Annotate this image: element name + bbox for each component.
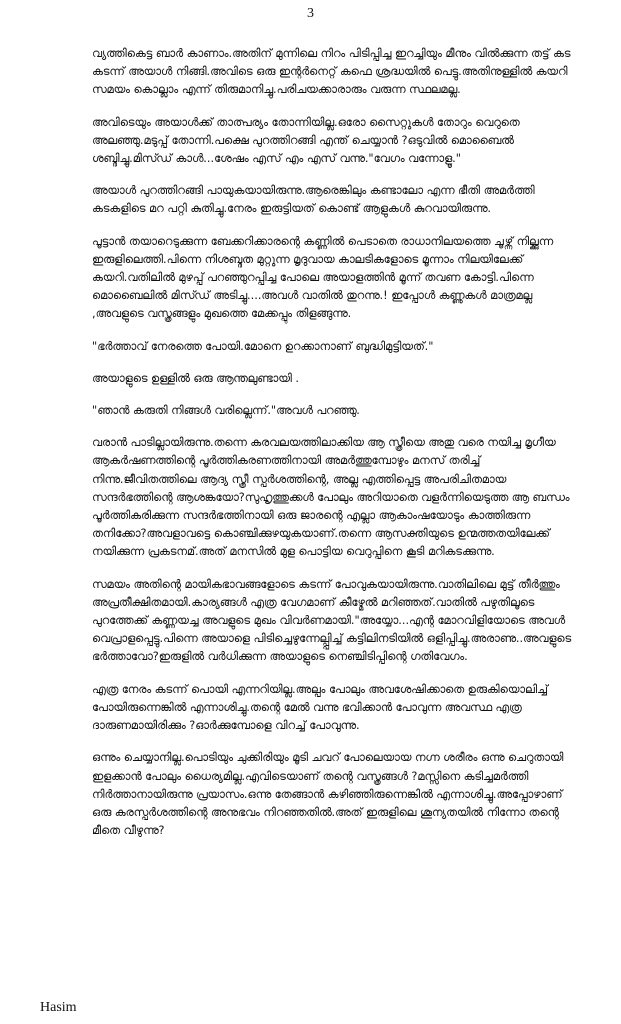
- document-body: [92, 45, 572, 854]
- paragraph-5: "ഭർത്താവ് നേരത്തെ പോയി.മോനെ ഉറക്കാനാണ് ബുദ്ധിമുട്ടിയത്.": [92, 339, 434, 353]
- paragraph-9: സമയം അതിന്റെ മായികഭാവങ്ങളോടെ കടന്ന് പോവുകയായിരുന്നു.വാതിലിലെ മുട്ട് തീർത്തും അപ്രതീക്ഷിതമായി.കാര്യങ്ങൾ എത്ര വേഗമാണ് കീഴ്മേൽ മറിഞ്ഞത്.വാതിൽ പഴുതിലൂടെ പുറത്തേക്ക് കണ്ണയച്ച അവളുടെ മുഖം വിവർണമായി."അയ്യോ...എന്റ മോറവിളിയോടെ അവൾ വെപ്രാളപ്പെട്ടു.പിന്നെ അയാളെ പിടിച്ചെഴുന്നേല്പ്പിച്ച് കട്ടിലിനടിയിൽ ഒളിപ്പിച്ചു.അരാണു..അവളുടെ ഭർത്താവോ?ഇരുളിൽ വർധിക്കുന്ന അയാളുടെ നെഞ്ചിടിപ്പിന്റെ ഗതിവേഗം.: [92, 577, 572, 664]
- author-name: Hasim: [40, 1000, 77, 1015]
- paragraph-6: അയാളുടെ ഉള്ളിൽ ഒരു ആന്തലുണ്ടായി .: [92, 371, 299, 385]
- paragraph-11: ഒന്നും ചെയ്യാനില്ല.പൊടിയും ചുക്കിരിയും മൂടി ചവറ് പോലെയായ നഗ്ന ശരീരം ഒന്നു ചെറുതായി ഇളക്കാൻ പോലും ധൈര്യമില്ല.എവിടെയാണ് തന്റെ വസ്ത്രങ്ങൾ ?മസ്സിനെ കടിച്ചമർത്തി നിർത്താനായിരുന്നു പ്രയാസം.ഒന്നു തേങ്ങാൻ കഴിഞ്ഞിരുന്നെങ്കിൽ എന്നാശിച്ചു.അപ്പോഴാണ് ഒരു കരസ്പർശത്തിന്റെ അനുഭവം നിറഞ്ഞതിൽ.അത് ഇരുളിലെ ശൂന്യതയിൽ നിന്നോ തന്റെ മീതെ വീഴുന്നു?: [92, 751, 564, 838]
- paragraph-2: അവിടെയും അയാൾക്ക് താത്പര്യം തോന്നിയില്ല.ഒരോ സൈറ്റുകൾ തോറും വെറുതെ അലഞ്ഞു.മടുപ്പ് തോന്നി.പക്ഷെ പുറത്തിറങ്ങി എന്ത് ചെയ്യാൻ ?ഒടുവിൽ മൊബൈൽ ശബ്ദിച്ചു.മിസ്ഡ് കാൾ...ശേഷം എസ് എം എസ് വന്നു."വേഗം വന്നോളൂ.": [92, 115, 520, 166]
- paragraph-1: വ്യത്തികെട്ട ബാർ കാണാം.അതിന് മുന്നിലെ നിറം പിടിപ്പിച്ച ഇറച്ചിയും മീനും വിൽക്കുന്ന തട്ട് കട കടന്ന് അയാൾ നിങ്ങി.അവിടെ ഒരു ഇന്റർനെറ്റ് കഫെ ശ്രദ്ധയിൽ പെട്ടു.അതിനുള്ളിൽ കയറി സമയം കൊല്ലാം എന്ന് തിരുമാനിച്ചു.പരിചയക്കാരാരും വരുന്ന സ്ഥലമല്ല.: [92, 47, 571, 97]
- paragraph-10: എത്ര നേരം കടന്ന് പൊയി എന്നറിയില്ല.അല്പം പോലും അവശേഷിക്കാതെ ഉരുകിയൊലിച്ച് പോയിരുന്നെങ്കിൽ എന്നാശിച്ചു.തന്റെ മേൽ വന്നു ഭവിക്കാൻ പോവുന്ന അവസ്ഥ എത്ര ദാരുണമായിരിക്കും ?ഓർക്കുമ്പോളെ വിറച്ച് പോവുന്നു.: [92, 682, 548, 733]
- paragraph-3: അയാൾ പുറത്തിറങ്ങി പായുകയായിരുന്നു.ആരെങ്കിലും കണ്ടാലോ എന്ന ഭീതി അമർത്തി കടകളിടെ മറ പറ്റി കുതിച്ചു.നേരം ഇരുട്ടിയത് കൊണ്ട് ആളുകൾ കുറവായിരുന്നു.: [92, 184, 535, 216]
- page-number: 3: [307, 6, 314, 21]
- paragraph-8: വരാൻ പാടില്ലായിരുന്നു.തന്നെ കരവലയത്തിലാക്കിയ ആ സ്ത്രീയെ അതു വരെ നയിച്ച മൃഗീയ ആകർഷണത്തിന്റെ പൂർത്തികരണത്തിനായി അമർത്തുമ്പോഴും മനസ് തരിച്ച് നിന്നു.ജീവിതത്തിലെ ആദ്യ സ്ത്രീ സ്പർശത്തിന്റെ, അല്ല എത്തിപ്പെട്ട അപരിചിതമായ സന്ദർഭത്തിന്റെ ആശങ്കയോ?സുഹൃത്തുക്കൾ പോലും അറിയാതെ വളർന്നിയെടുത്ത ആ ബന്ധം പൂർത്തികരിക്കുന്ന സന്ദർഭത്തിനായി ഒരു ജാരന്റെ എല്ലാ ആകാംഷയോടും കാത്തിരുന്ന തനിക്കോ?അവളാവട്ടെ കൊഞ്ചിക്കുഴയുകയാണ്.തന്നെ ആസക്തിയുടെ ഉന്മത്തതയിലേക്ക് നയിക്കുന്ന പ്രകടനമ്.അത് മനസിൽ മുള പൊട്ടിയ വെറുപ്പിനെ കൂടി മറികടക്കുന്നു.: [92, 436, 570, 559]
- paragraph-4: പൂട്ടാൻ തയാറെടുക്കുന്ന ബേക്കറിക്കാരന്റെ കണ്ണിൽ പെടാതെ രാധാനിലയത്തെ ചൂഴ്ന്ന് നില്ക്കുന്ന ഇരുളിലെത്തി.പിന്നെ നിശബ്ദത മുറ്റുന്ന മൃദുവായ കാലടികളോടെ മൂന്നാം നിലയിലേക്ക് കയറി.വതിലിൽ മുഴപ്പ് പറഞ്ഞുറപ്പിച്ച പോലെ അയാളത്തിൻ മൂന്ന് തവണ കോട്ടി.പിന്നെ മൊബൈലിൽ മിസ്ഡ് അടിച്ചു....അവൾ വാതിൽ തുറന്നു.! ഇപ്പോൾ കണ്ണുകൾ മാത്രമല്ല ,അവളുടെ വസ്ത്രങ്ങളും മുഖത്തെ മേക്കപ്പും തിളങ്ങുന്നു.: [92, 234, 553, 321]
- paragraph-7: "ഞാൻ കരുതി നിങ്ങൾ വരില്ലെന്ന്."അവൾ പറഞ്ഞു.: [92, 404, 360, 418]
